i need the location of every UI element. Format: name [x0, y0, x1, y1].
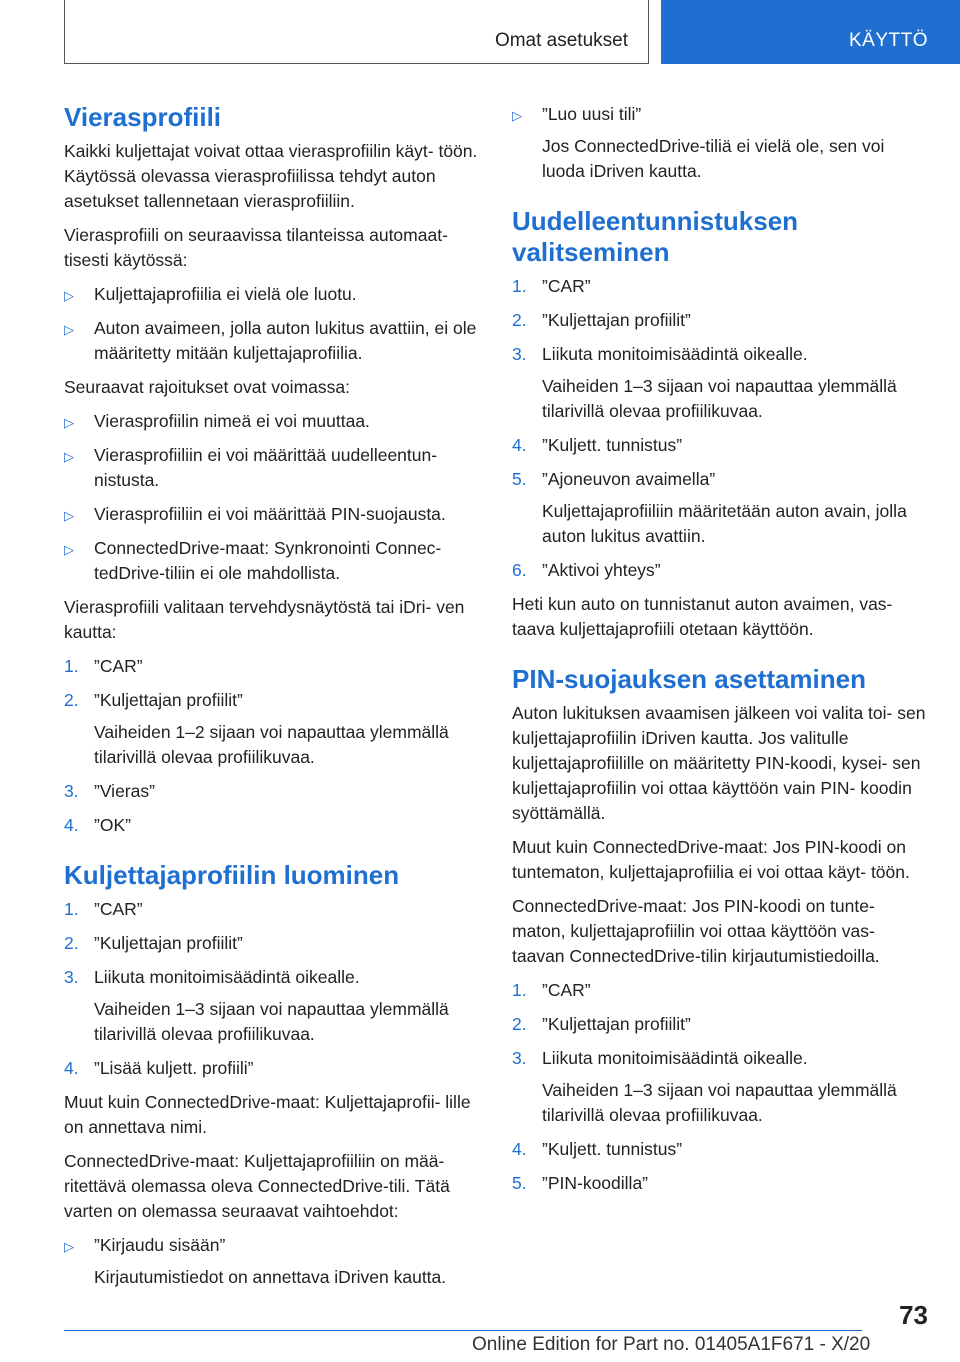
bullet-item: ▷ Kuljettajaprofiilia ei vielä ole luotu. [64, 282, 479, 307]
step-item: 1. ”CAR” [512, 980, 591, 1000]
step-item: 3. Liikuta monitoimisäädintä oikealle. [512, 1048, 808, 1068]
step-item: 3. ”Vieras” [64, 781, 155, 801]
bullet-item: ▷ Vierasprofiiliin ei voi määrittää PIN-suojausta. [64, 502, 479, 527]
chapter-title: KÄYTTÖ [848, 30, 928, 51]
paragraph: Vierasprofiili on seuraavissa tilanteissa automaat- tisesti käytössä: [64, 225, 448, 270]
bullet-item: ▷ Auton avaimeen, jolla auton lukitus avattiin, ei ole määritetty mitään kuljettajaprofiilia. [64, 318, 477, 363]
step-item: 6. ”Aktivoi yhteys” [512, 560, 661, 580]
step-note: Vaiheiden 1–3 sijaan voi napauttaa ylemmällä tilarivillä olevaa profiilikuvaa. [94, 999, 449, 1044]
triangle-bullet-icon: ▷ [64, 449, 74, 464]
paragraph: Muut kuin ConnectedDrive-maat: Kuljettajaprofii- lille on annettava nimi. [64, 1092, 471, 1137]
bullet-item: ▷ Vierasprofiiliin ei voi määrittää uudelleentun- nistusta. [64, 445, 438, 490]
step-item: 5. ”PIN-koodilla” [512, 1173, 648, 1193]
heading-vierasprofiili: Vierasprofiili [64, 102, 222, 132]
step-item: 2. ”Kuljettajan profiilit” [512, 1014, 691, 1034]
step-item: 3. Liikuta monitoimisäädintä oikealle. [512, 344, 808, 364]
bullet-item: ▷ Vierasprofiilin nimeä ei voi muuttaa. [64, 409, 479, 434]
heading-pin-suojaus: PIN-suojauksen asettaminen [512, 664, 866, 694]
step-item: 1. ”CAR” [64, 656, 143, 676]
bullet-note: Kirjautumistiedot on annettava iDriven kautta. [94, 1267, 447, 1287]
paragraph: Seuraavat rajoitukset ovat voimassa: [64, 377, 350, 397]
triangle-bullet-icon: ▷ [64, 322, 74, 337]
triangle-bullet-icon: ▷ [512, 108, 522, 123]
right-column [512, 102, 930, 1205]
step-item: 5. ”Ajoneuvon avaimella” [512, 469, 716, 489]
paragraph: Heti kun auto on tunnistanut auton avaimen, vas- taava kuljettajaprofiili otetaan käyttöön. [512, 594, 893, 639]
header-chapter-box [661, 0, 960, 64]
triangle-bullet-icon: ▷ [64, 288, 74, 303]
step-note: Vaiheiden 1–2 sijaan voi napauttaa ylemmällä tilarivillä olevaa profiilikuvaa. [94, 722, 449, 767]
step-item: 2. ”Kuljettajan profiilit” [64, 933, 243, 953]
left-column [64, 102, 479, 1299]
section-title: Omat asetukset [494, 30, 628, 51]
step-item: 2. ”Kuljettajan profiilit” [512, 310, 691, 330]
step-note: Vaiheiden 1–3 sijaan voi napauttaa ylemmällä tilarivillä olevaa profiilikuvaa. [542, 1080, 897, 1125]
step-note: Vaiheiden 1–3 sijaan voi napauttaa ylemmällä tilarivillä olevaa profiilikuvaa. [542, 376, 897, 421]
heading-uudelleentunnistus: Uudelleentunnistuksen valitseminen [512, 206, 799, 267]
paragraph: Vierasprofiili valitaan tervehdysnäytöstä tai iDri- ven kautta: [64, 597, 465, 642]
paragraph: Auton lukituksen avaamisen jälkeen voi valita toi- sen kuljettajaprofiilin iDriven kautta. Jos valitulle kuljettajaprofiilille on määritetty PIN-koodi, kysei- sen kuljettajaprofiilin voi ottaa käyttöön vain PIN- koodin syöttämällä. [512, 703, 926, 823]
page-number: 73 [899, 1300, 928, 1330]
bullet-item: ▷ ”Luo uusi tili” [512, 102, 930, 127]
paragraph: ConnectedDrive-maat: Kuljettajaprofiiliin on mää- ritettävä olemassa oleva ConnectedDrive-tili. Tätä varten on olemassa seuraavat vaihtoehdot: [64, 1151, 450, 1221]
step-item: 4. ”Lisää kuljett. profiili” [64, 1058, 254, 1078]
footer-divider [64, 1330, 862, 1331]
step-item: 4. ”Kuljett. tunnistus” [512, 435, 683, 455]
bullet-item: ▷ ConnectedDrive-maat: Synkronointi Connec- tedDrive-tiliin ei ole mahdollista. [64, 538, 442, 583]
step-item: 1. ”CAR” [64, 899, 143, 919]
step-item: 1. ”CAR” [512, 276, 591, 296]
triangle-bullet-icon: ▷ [64, 1239, 74, 1254]
triangle-bullet-icon: ▷ [64, 542, 74, 557]
header-section-box [64, 0, 649, 64]
step-note: Kuljettajaprofiiliin määritetään auton avain, jolla auton lukitus avattiin. [542, 501, 907, 546]
paragraph: Muut kuin ConnectedDrive-maat: Jos PIN-koodi on tuntematon, kuljettajaprofiilia ei voi ottaa käyt- töön. [512, 837, 910, 882]
step-item: 4. ”OK” [64, 815, 131, 835]
footer-edition: Online Edition for Part no. 01405A1F671 - X/20 [472, 1334, 871, 1355]
bullet-note: Jos ConnectedDrive-tiliä ei vielä ole, sen voi luoda iDriven kautta. [542, 136, 885, 181]
heading-kuljettajaprofiilin-luominen: Kuljettajaprofiilin luominen [64, 860, 400, 890]
triangle-bullet-icon: ▷ [64, 508, 74, 523]
step-item: 2. ”Kuljettajan profiilit” [64, 690, 243, 710]
triangle-bullet-icon: ▷ [64, 415, 74, 430]
paragraph: Kaikki kuljettajat voivat ottaa vierasprofiilin käyt- töön. Käytössä olevassa vierasprofiilissa tehdyt auton asetukset tallennetaan vierasprofiiliin. [64, 141, 478, 211]
bullet-item: ▷ ”Kirjaudu sisään” [64, 1233, 479, 1258]
step-item: 3. Liikuta monitoimisäädintä oikealle. [64, 967, 360, 987]
paragraph: ConnectedDrive-maat: Jos PIN-koodi on tunte- maton, kuljettajaprofiilin voi ottaa käyttöön vas- taavan ConnectedDrive-tilin kirjautumistiedoilla. [512, 896, 880, 966]
step-item: 4. ”Kuljett. tunnistus” [512, 1139, 683, 1159]
